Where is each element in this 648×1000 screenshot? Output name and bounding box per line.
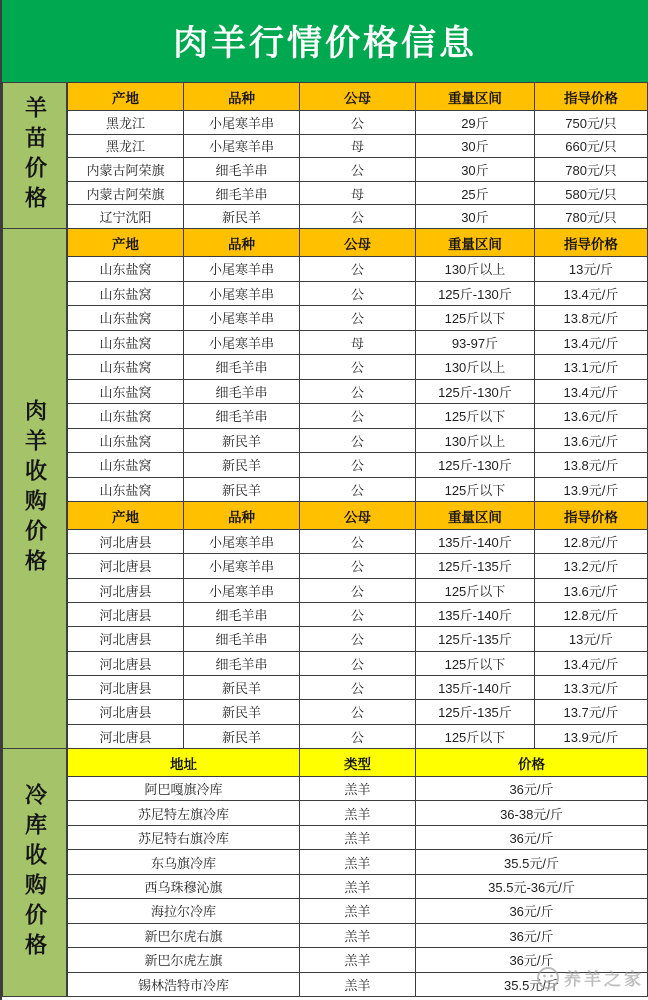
column-header: 重量区间	[416, 502, 535, 530]
table-cell: 125斤-135斤	[416, 700, 535, 724]
table-cell: 羔羊	[300, 923, 416, 947]
table-cell: 小尾寒羊串	[184, 111, 300, 135]
table-cell: 公	[300, 205, 416, 229]
table-cell: 13.1元/斤	[534, 355, 647, 380]
table-cell: 公	[300, 355, 416, 380]
table-row	[68, 404, 648, 429]
table-cell: 羔羊	[300, 825, 416, 849]
table-cell: 13.8元/斤	[534, 453, 647, 478]
table-cell: 新民羊	[184, 477, 300, 502]
table-cell: 新民羊	[184, 205, 300, 229]
table-row	[68, 675, 648, 699]
column-header: 产地	[68, 502, 184, 530]
table-cell: 新民羊	[184, 700, 300, 724]
table-row	[68, 530, 648, 554]
table-cell: 13.4元/斤	[534, 651, 647, 675]
table-cell: 河北唐县	[68, 554, 184, 578]
table-cell: 公	[300, 554, 416, 578]
table-row	[68, 899, 648, 923]
table-cell: 山东盐窝	[68, 355, 184, 380]
table-cell: 羔羊	[300, 850, 416, 874]
section-tables	[67, 748, 648, 997]
table-row	[68, 602, 648, 626]
table-cell: 羔羊	[300, 874, 416, 898]
column-header: 公母	[300, 502, 416, 530]
section-1	[2, 228, 648, 749]
page-title: 肉羊行情价格信息	[172, 24, 477, 63]
table-cell: 小尾寒羊串	[184, 330, 300, 355]
price-table-area	[2, 82, 648, 997]
table-cell: 公	[300, 627, 416, 651]
column-header: 产地	[68, 229, 184, 257]
table-cell: 13元/斤	[534, 257, 647, 282]
table-cell: 小尾寒羊串	[184, 257, 300, 282]
table-cell: 36元/斤	[416, 825, 648, 849]
sidebar-section-label: 羊苗价格	[22, 95, 48, 216]
column-header: 指导价格	[534, 229, 647, 257]
table-cell: 135斤-140斤	[416, 602, 535, 626]
table-cell: 780元/只	[534, 205, 647, 229]
table-cell: 12.8元/斤	[534, 602, 647, 626]
table-cell: 公	[300, 724, 416, 748]
table-cell: 13.6元/斤	[534, 578, 647, 602]
table-row	[68, 134, 648, 158]
table-cell: 东乌旗冷库	[68, 850, 300, 874]
table-cell: 公	[300, 379, 416, 404]
table-cell: 130斤以上	[416, 428, 535, 453]
table-cell: 细毛羊串	[184, 651, 300, 675]
table-cell: 小尾寒羊串	[184, 281, 300, 306]
table-cell: 海拉尔冷库	[68, 899, 300, 923]
table-cell: 羔羊	[300, 972, 416, 997]
data-table	[67, 501, 648, 749]
table-cell: 13.6元/斤	[534, 428, 647, 453]
column-header: 地址	[68, 749, 300, 777]
table-cell: 小尾寒羊串	[184, 306, 300, 331]
table-cell: 母	[300, 181, 416, 205]
table-cell: 公	[300, 404, 416, 429]
table-cell: 山东盐窝	[68, 453, 184, 478]
table-cell: 公	[300, 257, 416, 282]
title-bar	[2, 0, 648, 82]
table-cell: 35.5元-36元/斤	[416, 874, 648, 898]
header-row	[68, 749, 648, 777]
table-cell: 公	[300, 477, 416, 502]
sheep-face-logo-icon	[536, 966, 560, 990]
table-cell: 山东盐窝	[68, 428, 184, 453]
table-cell: 公	[300, 306, 416, 331]
table-cell: 细毛羊串	[184, 181, 300, 205]
table-cell: 小尾寒羊串	[184, 530, 300, 554]
table-cell: 13.6元/斤	[534, 404, 647, 429]
table-cell: 13.9元/斤	[534, 724, 647, 748]
column-header: 公母	[300, 229, 416, 257]
table-row	[68, 281, 648, 306]
table-cell: 13.8元/斤	[534, 306, 647, 331]
table-cell: 细毛羊串	[184, 158, 300, 182]
sidebar-cell	[2, 748, 67, 997]
table-cell: 河北唐县	[68, 578, 184, 602]
table-cell: 河北唐县	[68, 602, 184, 626]
table-cell: 35.5元/斤	[416, 972, 648, 997]
table-cell: 细毛羊串	[184, 379, 300, 404]
table-row	[68, 777, 648, 801]
section-0	[2, 82, 648, 229]
table-cell: 新巴尔虎左旗	[68, 948, 300, 972]
table-cell: 29斤	[416, 111, 535, 135]
table-cell: 135斤-140斤	[416, 675, 535, 699]
table-cell: 羔羊	[300, 801, 416, 825]
table-cell: 125斤-135斤	[416, 627, 535, 651]
data-table	[67, 228, 648, 502]
column-header: 价格	[416, 749, 648, 777]
table-cell: 山东盐窝	[68, 281, 184, 306]
table-row	[68, 111, 648, 135]
table-cell: 30斤	[416, 205, 535, 229]
table-row	[68, 379, 648, 404]
column-header: 产地	[68, 83, 184, 111]
table-cell: 苏尼特右旗冷库	[68, 825, 300, 849]
table-row	[68, 181, 648, 205]
table-row	[68, 330, 648, 355]
table-row	[68, 627, 648, 651]
table-cell: 36元/斤	[416, 923, 648, 947]
watermark-text: 养羊之家	[564, 970, 644, 989]
column-header: 品种	[184, 229, 300, 257]
table-row	[68, 257, 648, 282]
table-cell: 山东盐窝	[68, 379, 184, 404]
table-cell: 羔羊	[300, 777, 416, 801]
table-cell: 公	[300, 700, 416, 724]
header-row	[68, 229, 648, 257]
table-cell: 河北唐县	[68, 700, 184, 724]
table-cell: 公	[300, 111, 416, 135]
table-cell: 新民羊	[184, 453, 300, 478]
table-cell: 小尾寒羊串	[184, 554, 300, 578]
table-cell: 公	[300, 651, 416, 675]
column-header: 公母	[300, 83, 416, 111]
column-header: 指导价格	[534, 83, 647, 111]
table-cell: 36元/斤	[416, 777, 648, 801]
table-cell: 河北唐县	[68, 530, 184, 554]
table-cell: 西乌珠穆沁旗	[68, 874, 300, 898]
table-cell: 羔羊	[300, 899, 416, 923]
table-cell: 30斤	[416, 134, 535, 158]
table-row	[68, 700, 648, 724]
table-cell: 780元/只	[534, 158, 647, 182]
table-cell: 13.4元/斤	[534, 379, 647, 404]
table-cell: 黑龙江	[68, 111, 184, 135]
table-cell: 30斤	[416, 158, 535, 182]
table-cell: 母	[300, 134, 416, 158]
table-cell: 12.8元/斤	[534, 530, 647, 554]
table-cell: 125斤以下	[416, 477, 535, 502]
table-cell: 山东盐窝	[68, 477, 184, 502]
table-cell: 公	[300, 158, 416, 182]
table-row	[68, 453, 648, 478]
table-row	[68, 850, 648, 874]
table-cell: 135斤-140斤	[416, 530, 535, 554]
table-cell: 细毛羊串	[184, 602, 300, 626]
watermark	[536, 965, 644, 990]
table-cell: 13.3元/斤	[534, 675, 647, 699]
table-row	[68, 923, 648, 947]
table-cell: 750元/只	[534, 111, 647, 135]
table-cell: 93-97斤	[416, 330, 535, 355]
table-cell: 小尾寒羊串	[184, 578, 300, 602]
table-cell: 细毛羊串	[184, 404, 300, 429]
table-row	[68, 158, 648, 182]
table-cell: 河北唐县	[68, 651, 184, 675]
table-row	[68, 428, 648, 453]
table-row	[68, 578, 648, 602]
table-row	[68, 205, 648, 229]
sidebar-section-label: 肉羊收购价格	[22, 398, 48, 579]
table-cell: 母	[300, 330, 416, 355]
table-cell: 黑龙江	[68, 134, 184, 158]
table-cell: 13.4元/斤	[534, 330, 647, 355]
table-row	[68, 554, 648, 578]
table-cell: 河北唐县	[68, 724, 184, 748]
table-cell: 细毛羊串	[184, 627, 300, 651]
section-2	[2, 748, 648, 997]
table-cell: 13.9元/斤	[534, 477, 647, 502]
table-row	[68, 825, 648, 849]
table-cell: 125斤-135斤	[416, 554, 535, 578]
table-cell: 660元/只	[534, 134, 647, 158]
table-cell: 13.2元/斤	[534, 554, 647, 578]
table-cell: 公	[300, 453, 416, 478]
table-cell: 细毛羊串	[184, 355, 300, 380]
section-tables	[67, 228, 648, 749]
table-row	[68, 477, 648, 502]
table-row	[68, 651, 648, 675]
table-cell: 公	[300, 602, 416, 626]
table-cell: 36元/斤	[416, 948, 648, 972]
column-header: 指导价格	[534, 502, 647, 530]
table-cell: 125斤-130斤	[416, 453, 535, 478]
table-cell: 新巴尔虎右旗	[68, 923, 300, 947]
table-cell: 36元/斤	[416, 899, 648, 923]
table-cell: 125斤以下	[416, 306, 535, 331]
table-cell: 阿巴嘎旗冷库	[68, 777, 300, 801]
table-cell: 125斤以下	[416, 651, 535, 675]
table-cell: 35.5元/斤	[416, 850, 648, 874]
table-cell: 125斤以下	[416, 724, 535, 748]
table-cell: 公	[300, 578, 416, 602]
column-header: 品种	[184, 83, 300, 111]
column-header: 类型	[300, 749, 416, 777]
column-header: 重量区间	[416, 83, 535, 111]
sidebar-cell	[2, 228, 67, 749]
table-row	[68, 724, 648, 748]
sidebar-section-label: 冷库收购价格	[22, 782, 48, 963]
table-cell: 580元/只	[534, 181, 647, 205]
table-cell: 13.7元/斤	[534, 700, 647, 724]
table-cell: 公	[300, 530, 416, 554]
table-cell: 公	[300, 428, 416, 453]
table-cell: 125斤以下	[416, 404, 535, 429]
table-cell: 125斤-130斤	[416, 281, 535, 306]
table-cell: 山东盐窝	[68, 330, 184, 355]
table-cell: 新民羊	[184, 724, 300, 748]
table-row	[68, 874, 648, 898]
table-cell: 苏尼特左旗冷库	[68, 801, 300, 825]
table-row	[68, 801, 648, 825]
table-cell: 125斤以下	[416, 578, 535, 602]
column-header: 品种	[184, 502, 300, 530]
table-cell: 辽宁沈阳	[68, 205, 184, 229]
table-cell: 13元/斤	[534, 627, 647, 651]
table-row	[68, 306, 648, 331]
header-row	[68, 502, 648, 530]
table-cell: 河北唐县	[68, 675, 184, 699]
table-cell: 13.4元/斤	[534, 281, 647, 306]
table-cell: 小尾寒羊串	[184, 134, 300, 158]
table-cell: 25斤	[416, 181, 535, 205]
table-cell: 新民羊	[184, 675, 300, 699]
table-cell: 山东盐窝	[68, 404, 184, 429]
table-cell: 内蒙古阿荣旗	[68, 181, 184, 205]
table-cell: 山东盐窝	[68, 306, 184, 331]
table-cell: 新民羊	[184, 428, 300, 453]
table-cell: 内蒙古阿荣旗	[68, 158, 184, 182]
table-cell: 125斤-130斤	[416, 379, 535, 404]
sidebar-cell	[2, 82, 67, 229]
table-row	[68, 355, 648, 380]
table-cell: 山东盐窝	[68, 257, 184, 282]
section-tables	[67, 82, 648, 229]
table-cell: 河北唐县	[68, 627, 184, 651]
table-cell: 公	[300, 675, 416, 699]
header-row	[68, 83, 648, 111]
table-cell: 36-38元/斤	[416, 801, 648, 825]
data-table	[67, 748, 648, 997]
table-cell: 锡林浩特市冷库	[68, 972, 300, 997]
data-table	[67, 82, 648, 229]
column-header: 重量区间	[416, 229, 535, 257]
table-cell: 公	[300, 281, 416, 306]
table-cell: 130斤以上	[416, 355, 535, 380]
table-cell: 羔羊	[300, 948, 416, 972]
table-cell: 130斤以上	[416, 257, 535, 282]
